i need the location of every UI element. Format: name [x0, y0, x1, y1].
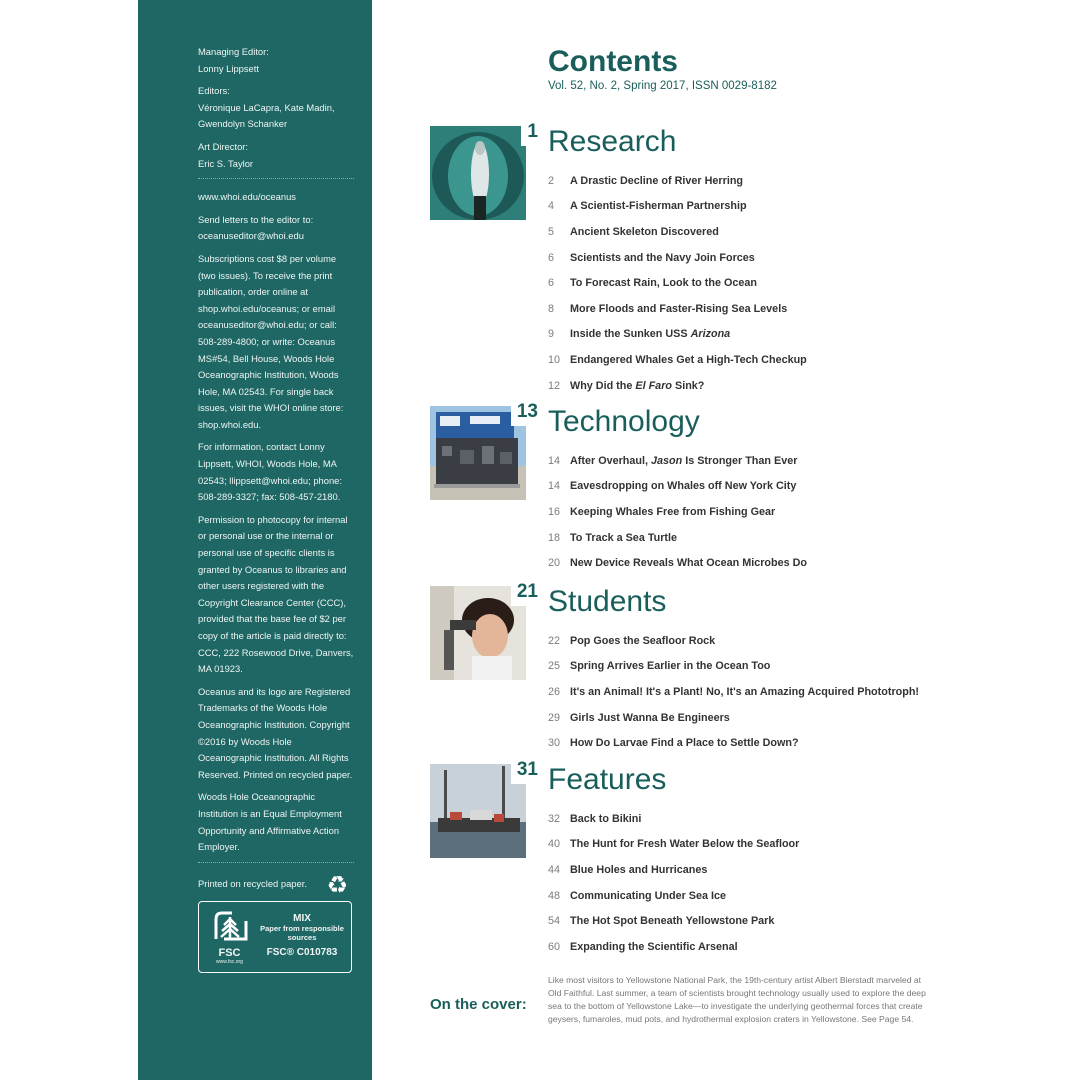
page-number: 20: [548, 557, 561, 570]
article-title-text: The Hot Spot Beneath Yellowstone Park: [570, 915, 775, 928]
article-title: [570, 941, 738, 953]
article-title-italic: Jason: [651, 454, 683, 467]
toc-entry[interactable]: [548, 296, 998, 322]
recycled-row: [198, 870, 354, 899]
fsc-tree-icon: [210, 909, 250, 947]
page-number: 30: [548, 737, 561, 750]
article-title: [570, 200, 747, 212]
page-number: 18: [548, 531, 561, 544]
page-number: 8: [548, 302, 555, 315]
article-title: [570, 506, 775, 518]
page-number: 26: [548, 685, 561, 698]
page-number: 14: [548, 454, 561, 467]
page-number: 22: [548, 634, 561, 647]
fsc-mix: MIX: [293, 913, 311, 925]
permission-text: Permission to photocopy for internal or personal use or the internal or personal use of specific clients is granted by Oceanus to libraries and other users registered with the Copyright Clearance Center (CCC), provided that the base fee of $2 per copy of the article is paid directly to: CCC, 222 Rosewood Drive, Danvers, MA 01923.: [198, 513, 354, 675]
article-title-text: Inside the Sunken USS: [570, 328, 688, 341]
article-title-text: Endangered Whales Get a High-Tech Checkup: [570, 353, 807, 366]
toc-entry[interactable]: [548, 448, 998, 474]
page-number: 16: [548, 505, 561, 518]
fsc-logo-url: www.fsc.org: [216, 958, 243, 965]
subscriptions-text: Subscriptions cost $8 per volume (two issues). To receive the print publication, order online at shop.whoi.edu/oceanus; or email oceanuseditor@whoi.edu; or call: 508-289-4800; or write: Oceanus MS#54, Bell House, Woods Hole Oceanographic Institution, Woods Hole, MA 02543. For single back issues, visit the WHOI online store: shop.whoi.edu.: [198, 252, 344, 430]
article-title: [570, 838, 799, 850]
article-title-text: The Hunt for Fresh Water Below the Seafloor: [570, 838, 800, 851]
toc-entry[interactable]: [548, 219, 998, 245]
information-text: For information, contact Lonny Lippsett, WHOI, Woods Hole, MA 02543; llippsett@whoi.edu; phone: 508-289-3327; fax: 508-457-2180.: [198, 441, 342, 503]
article-title-tail: Is Stronger Than Ever: [682, 454, 798, 467]
article-title-text: New Device Reveals What Ocean Microbes Do: [570, 557, 808, 570]
toc-entry[interactable]: [548, 654, 998, 680]
article-title: [570, 328, 730, 340]
article-title: [570, 635, 715, 647]
section-title: Features: [548, 763, 667, 796]
article-title-text: Blue Holes and Hurricanes: [570, 863, 708, 876]
article-title-text: How Do Larvae Find a Place to Settle Down?: [570, 737, 799, 750]
recycle-icon: ♻: [326, 870, 348, 899]
article-title: [570, 532, 677, 544]
masthead-sidebar: [138, 0, 372, 1080]
article-title: [570, 455, 797, 467]
art-director-label: Art Director:: [198, 140, 249, 152]
toc-entry[interactable]: [548, 832, 998, 858]
managing-editor-block: [198, 44, 354, 77]
article-title: [570, 480, 796, 492]
editors-names: Véronique LaCapra, Kate Madin, Gwendolyn Schanker: [198, 101, 335, 130]
article-title: [570, 303, 787, 315]
fsc-logo-word: FSC: [218, 946, 241, 959]
article-title-text: Back to Bikini: [570, 812, 642, 825]
section-title: Research: [548, 125, 677, 158]
article-title: [570, 354, 807, 366]
toc-entry[interactable]: [548, 499, 998, 525]
toc-entry[interactable]: [548, 347, 998, 373]
article-title: [570, 660, 770, 672]
page-number: 9: [548, 328, 555, 341]
article-title: [570, 175, 743, 187]
toc-entry[interactable]: [548, 550, 998, 576]
article-title: [570, 277, 757, 289]
toc-entry[interactable]: [548, 857, 998, 883]
page-number: 48: [548, 889, 561, 902]
toc-entry[interactable]: [548, 474, 998, 500]
article-title: [570, 737, 799, 749]
article-title-text: Scientists and the Navy Join Forces: [570, 251, 755, 264]
article-title-text: Expanding the Scientific Arsenal: [570, 940, 738, 953]
art-director-name: Eric S. Taylor: [198, 157, 254, 169]
page-number: 44: [548, 863, 561, 876]
article-title-text: Spring Arrives Earlier in the Ocean Too: [570, 660, 771, 673]
article-title: [570, 890, 726, 902]
section-number: 21: [511, 578, 544, 606]
managing-editor-label: Managing Editor:: [198, 46, 269, 57]
page-number: 60: [548, 940, 561, 953]
letters-text: Send letters to the editor to: oceanuseditor@whoi.edu: [198, 213, 314, 242]
toc-entry[interactable]: [548, 373, 998, 399]
section-title: Technology: [548, 405, 700, 438]
divider: [198, 862, 354, 863]
page-number: 2: [548, 174, 555, 187]
toc-entry[interactable]: [548, 168, 998, 194]
section-items: [548, 628, 998, 756]
toc-entry[interactable]: [548, 245, 998, 271]
contents-subtitle: Vol. 52, No. 2, Spring 2017, ISSN 0029-8182: [548, 80, 777, 92]
toc-entry[interactable]: [548, 883, 998, 909]
section-number: 31: [511, 756, 544, 784]
cover-description: Like most visitors to Yellowstone National Park, the 19th-century artist Albert Bierstadt marveled at Old Faithful. Last summer, a team of scientists brought technology usually used to explore the deep sea to the bottom of Yellowstone Lake—to investigate the underlying geothermal forces that create geysers, fumaroles, mud pots, and hydrothermal explosion craters in Yellowstone. See Page 54.: [548, 975, 926, 1024]
article-title-text: After Overhaul,: [570, 454, 648, 467]
fsc-paper-from: Paper from responsible sources: [260, 924, 344, 942]
toc-entry[interactable]: [548, 525, 998, 551]
toc-entry[interactable]: [548, 730, 998, 756]
contents-title: Contents: [548, 45, 678, 78]
article-title: [570, 864, 707, 876]
page-number: 32: [548, 812, 561, 825]
page-number: 6: [548, 277, 555, 290]
equal-opportunity-text: Woods Hole Oceanographic Institution is an Equal Employment Opportunity and Affirmative Action Employer.: [198, 791, 342, 853]
page-number: 54: [548, 915, 561, 928]
toc-entry[interactable]: [548, 908, 998, 934]
page-number: 29: [548, 711, 561, 724]
fsc-text: [257, 906, 347, 968]
section-title: Students: [548, 585, 667, 618]
article-title-text: To Forecast Rain, Look to the Ocean: [570, 277, 757, 290]
article-title: [570, 813, 641, 825]
article-title: [570, 557, 807, 569]
research-thumbnail: [430, 126, 526, 220]
toc-entry[interactable]: [548, 806, 998, 832]
article-title-text: Why Did the: [570, 379, 633, 392]
article-title-text: It's an Animal! It's a Plant! No, It's an Amazing Acquired Phototroph!: [570, 685, 920, 698]
toc-entry[interactable]: [548, 705, 998, 731]
managing-editor-name: Lonny Lippsett: [198, 62, 259, 74]
editors-block: [198, 83, 354, 133]
section-items: [548, 806, 998, 960]
article-title-text: A Drastic Decline of River Herring: [570, 174, 744, 187]
page-number: 5: [548, 225, 555, 238]
toc-entry[interactable]: [548, 679, 998, 705]
page-number: 10: [548, 353, 561, 366]
article-title: [570, 226, 719, 238]
section-items: [548, 168, 998, 398]
fsc-logo: [203, 906, 257, 968]
article-title: [570, 252, 755, 264]
fsc-certification-badge: [198, 901, 352, 973]
whale-image: [430, 126, 526, 220]
toc-entry[interactable]: [548, 628, 998, 654]
trademark-text: Oceanus and its logo are Registered Trademarks of the Woods Hole Oceanographic Institution. Copyright ©2016 by Woods Hole Oceanographic Institution. All Rights Reserved. Printed on recycled paper.: [198, 685, 353, 780]
article-title: [570, 686, 919, 698]
page-number: 12: [548, 379, 561, 392]
page-number: 6: [548, 251, 555, 264]
toc-entry[interactable]: [548, 322, 998, 348]
website-link[interactable]: www.whoi.edu/oceanus: [198, 191, 296, 203]
section-items: [548, 448, 998, 576]
article-title-text: To Track a Sea Turtle: [570, 531, 678, 544]
page-number: 4: [548, 200, 555, 213]
article-title-italic: El Faro: [635, 379, 672, 392]
article-title-italic: Arizona: [690, 328, 731, 341]
fsc-code: FSC® C010783: [266, 947, 338, 959]
article-title: [570, 380, 704, 392]
toc-entry[interactable]: [548, 194, 998, 220]
section-number: 13: [511, 398, 544, 426]
article-title-text: Ancient Skeleton Discovered: [570, 225, 719, 238]
article-title: [570, 915, 774, 927]
article-title-text: Pop Goes the Seafloor Rock: [570, 634, 716, 647]
cover-label: On the cover:: [430, 996, 527, 1013]
page-number: 14: [548, 480, 561, 493]
art-director-block: [198, 139, 354, 172]
toc-entry[interactable]: [548, 934, 998, 960]
article-title-text: A Scientist-Fisherman Partnership: [570, 200, 747, 213]
article-title-text: Keeping Whales Free from Fishing Gear: [570, 505, 776, 518]
article-title-tail: Sink?: [672, 379, 705, 392]
article-title-text: More Floods and Faster-Rising Sea Levels: [570, 302, 788, 315]
article-title-text: Girls Just Wanna Be Engineers: [570, 711, 730, 724]
printed-recycled-text: Printed on recycled paper.: [198, 878, 307, 890]
editors-label: Editors:: [198, 85, 230, 97]
article-title: [570, 712, 730, 724]
article-title-text: Eavesdropping on Whales off New York City: [570, 480, 797, 493]
section-number: 1: [521, 118, 544, 146]
page-number: 40: [548, 838, 561, 851]
article-title-text: Communicating Under Sea Ice: [570, 889, 726, 902]
page-number: 25: [548, 660, 561, 673]
divider: [198, 178, 354, 179]
toc-entry[interactable]: [548, 270, 998, 296]
